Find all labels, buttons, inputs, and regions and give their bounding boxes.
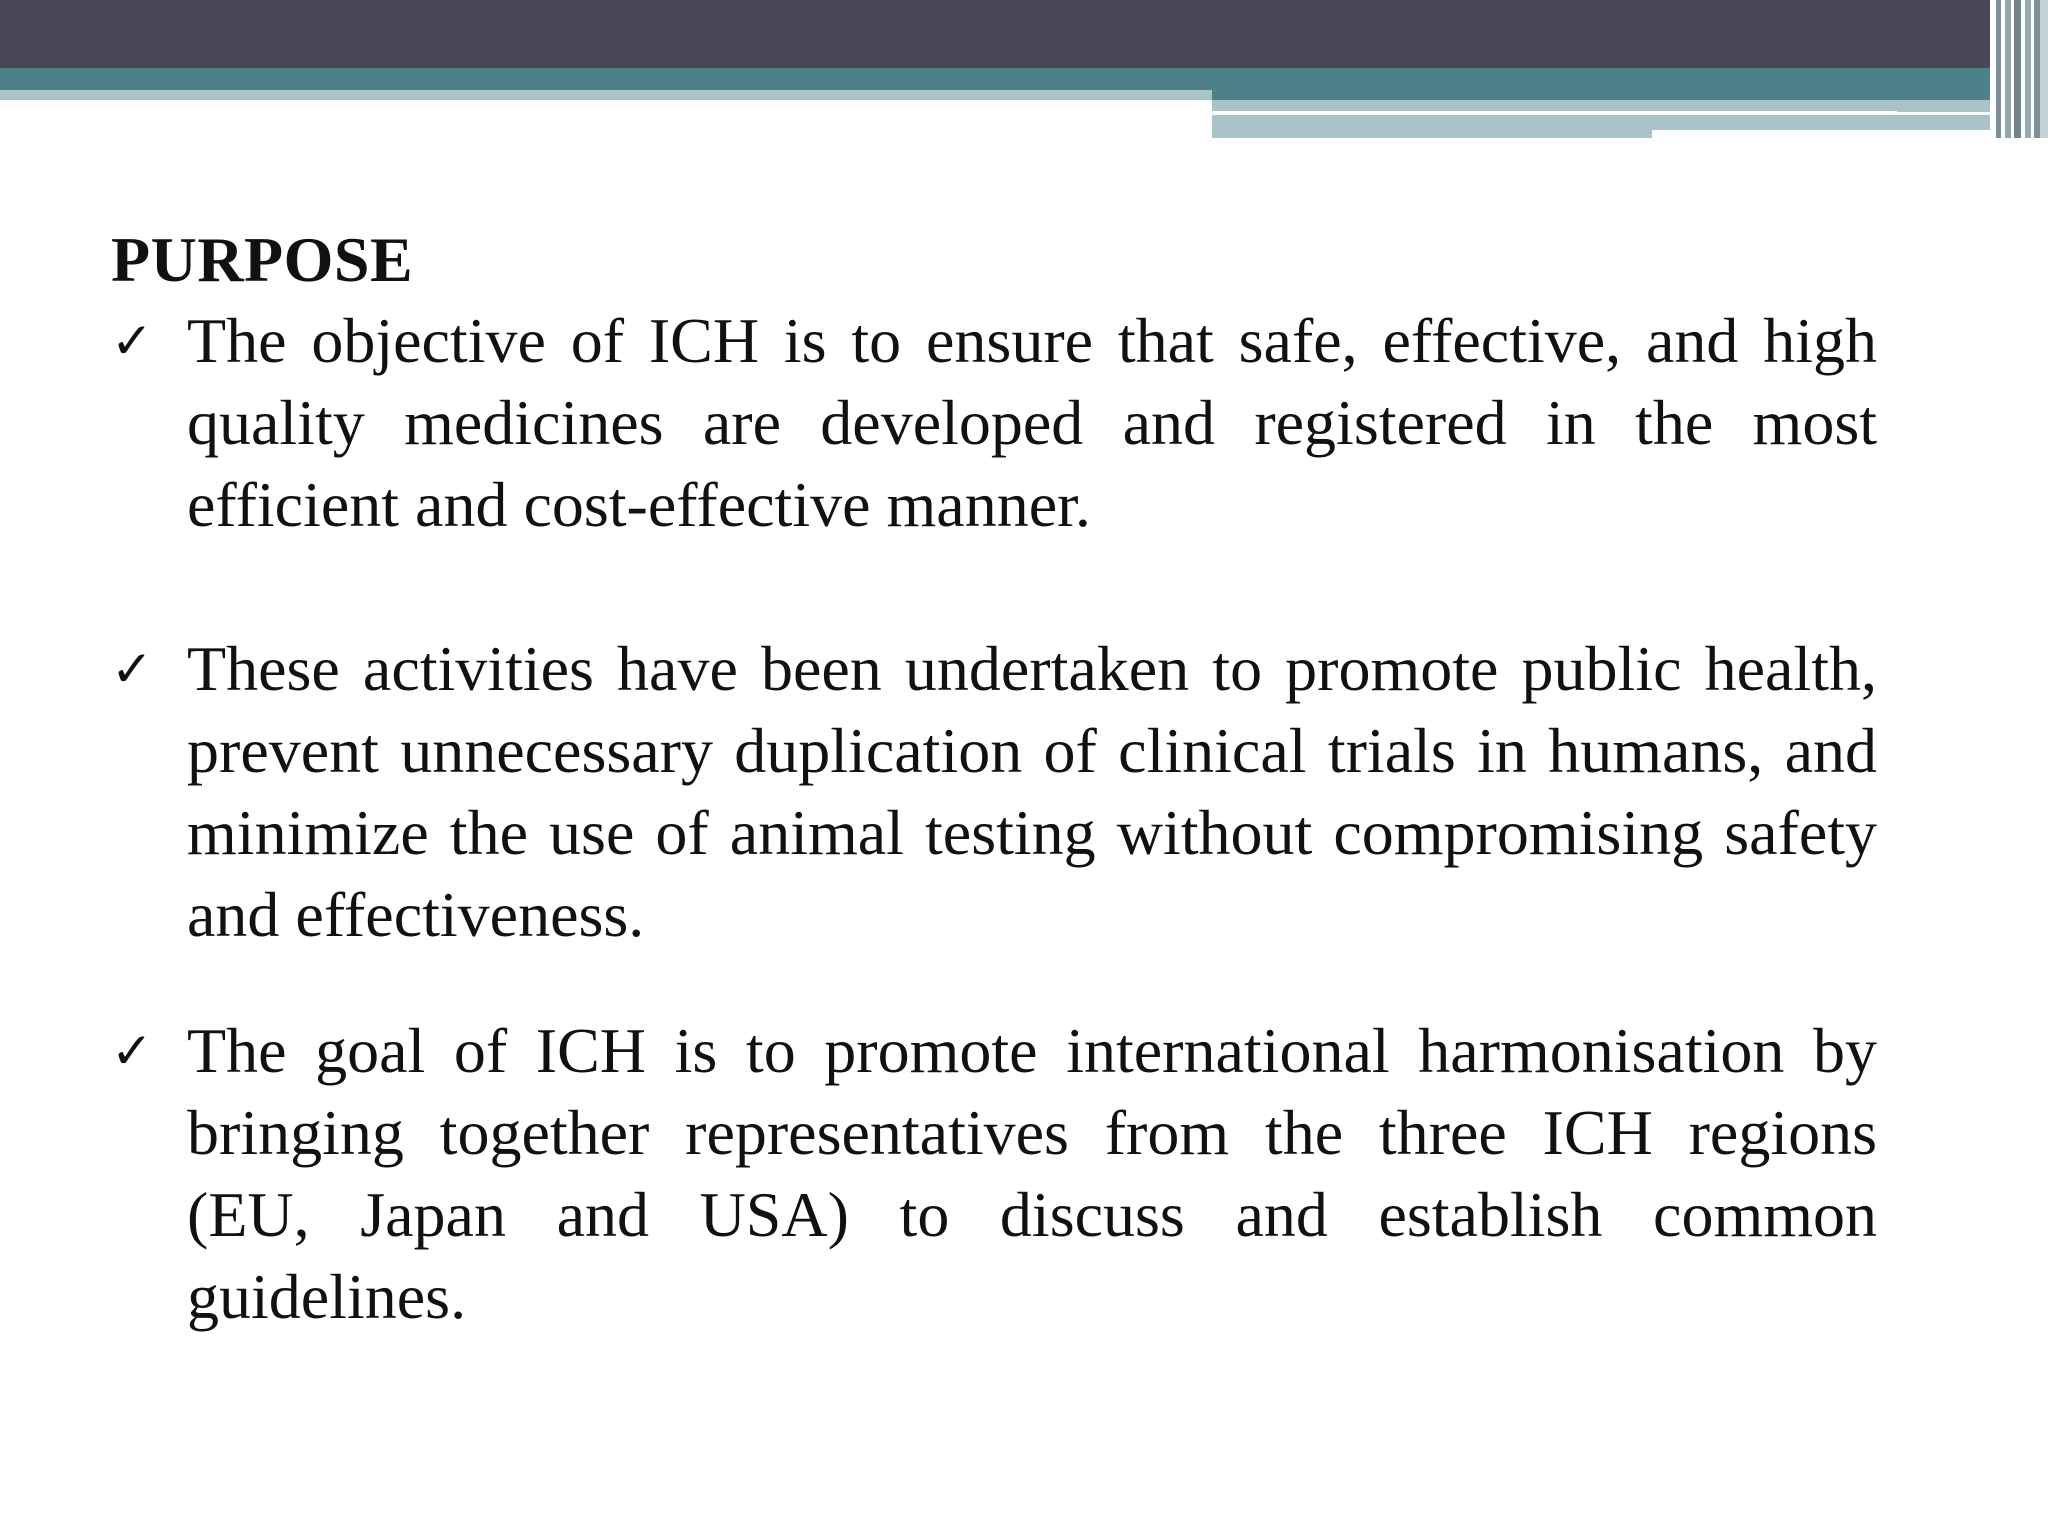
- bullet-text: These activities have been undertaken to promote public health, prevent unnecessary duplication of clinical trials in humans, and minimize the use of animal testing without compromising safety and effectiveness.: [187, 633, 1877, 950]
- header-band-teal: [0, 68, 1990, 90]
- bullet-item: [111, 628, 1877, 956]
- check-icon: ✓: [111, 640, 153, 698]
- header-band-teal-right: [1212, 90, 1990, 100]
- header-edge-stripes: [1990, 0, 2048, 138]
- header-band-dark: [0, 0, 2048, 68]
- check-icon: ✓: [111, 1022, 153, 1080]
- check-icon: ✓: [111, 312, 153, 370]
- bullet-item: [111, 1010, 1877, 1338]
- bullet-text: The objective of ICH is to ensure that safe, effective, and high quality medicines are developed and registered in the most efficient and cost-effective manner.: [187, 305, 1877, 540]
- header-band-light-lower: [1212, 115, 1652, 138]
- bullet-item: [111, 300, 1877, 546]
- slide-title: PURPOSE: [111, 224, 414, 295]
- header-band-light-lower-right: [1652, 115, 1990, 130]
- bullet-list: [111, 300, 1877, 1338]
- bullet-text: The goal of ICH is to promote international harmonisation by bringing together representatives from the three ICH regions (EU, Japan and USA) to discuss and establish common guidelines.: [187, 1015, 1877, 1332]
- header-band-light: [0, 90, 1212, 100]
